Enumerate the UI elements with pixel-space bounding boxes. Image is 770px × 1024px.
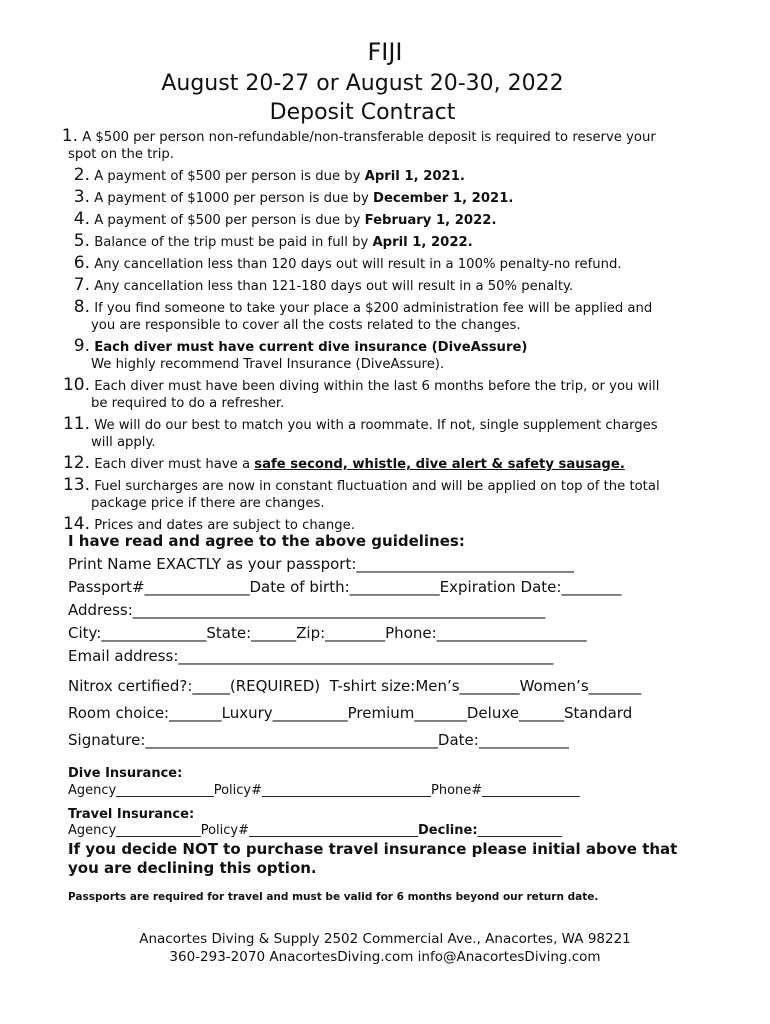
term-date: April 1, 2022. — [372, 235, 473, 250]
term-date: December 1, 2021. — [373, 191, 514, 206]
term-date: April 1, 2021. — [364, 169, 465, 184]
trip-dates: August 20-27 or August 20-30, 2022 — [161, 71, 564, 96]
term-continuation: will apply. — [91, 435, 156, 450]
term-item — [56, 211, 716, 229]
term-number: 13. — [62, 475, 90, 495]
decline-blank: _____________ — [477, 823, 563, 838]
term-number: 2. — [73, 165, 90, 185]
term-item — [56, 255, 716, 273]
term-continuation: package price if there are changes. — [91, 496, 325, 511]
decline-label: Decline: — [418, 823, 478, 838]
email-field[interactable]: Email address:__________________________________________________ — [68, 647, 554, 665]
term-item — [56, 167, 716, 185]
term-number: 10. — [62, 375, 90, 395]
term-item — [56, 277, 716, 295]
term-text: Balance of the trip must be paid in full by — [94, 235, 373, 250]
term-number: 3. — [73, 187, 90, 207]
term-text: A payment of $500 per person is due by — [94, 213, 365, 228]
nitrox-field[interactable]: Nitrox certified?:_____(REQUIRED) T-shirt size:Men’s________Women’s_______ — [68, 677, 642, 695]
room-choice-field[interactable]: Room choice:_______Luxury__________Premium_______Deluxe______Standard — [68, 704, 633, 722]
footer-address: Anacortes Diving & Supply 2502 Commercial Ave., Anacortes, WA 98221 — [139, 931, 631, 947]
passport-field[interactable]: Passport#______________Date of birth:____________Expiration Date:________ — [68, 578, 622, 596]
term-item — [56, 233, 716, 251]
term-text-bold: Each diver must have current dive insurance (DiveAssure) — [94, 340, 528, 355]
travel-insurance-agency-policy: Agency_____________Policy#__________________________ — [68, 823, 419, 838]
footer — [0, 930, 770, 966]
term-number: 14. — [62, 514, 90, 534]
term-number: 5. — [73, 231, 90, 251]
term-text: Each diver must have been diving within the last 6 months before the trip, or you will — [94, 379, 660, 394]
signature-field[interactable]: Signature:_______________________________________Date:____________ — [68, 731, 569, 749]
term-number: 9. — [73, 336, 90, 356]
term-number: 1. — [61, 126, 78, 146]
term-text-underlined: safe second, whistle, dive alert & safety sausage. — [254, 457, 625, 472]
term-number: 11. — [62, 414, 90, 434]
term-text: A payment of $1000 per person is due by — [94, 191, 374, 206]
dive-insurance-line[interactable]: Agency_______________Policy#__________________________Phone#_______________ — [68, 783, 580, 798]
term-text: Fuel surcharges are now in constant fluctuation and will be applied on top of the total — [94, 479, 660, 494]
address-field[interactable]: Address:_______________________________________________________ — [68, 601, 546, 619]
travel-insurance-heading: Travel Insurance: — [68, 807, 195, 822]
term-text: Any cancellation less than 121-180 days out will result in a 50% penalty. — [94, 279, 574, 294]
term-number: 8. — [73, 297, 90, 317]
term-item — [56, 416, 716, 451]
term-text: Prices and dates are subject to change. — [94, 518, 355, 533]
term-continuation: spot on the trip. — [68, 147, 174, 162]
travel-insurance-line[interactable] — [68, 823, 562, 838]
term-text: A $500 per person non-refundable/non-transferable deposit is required to reserve your — [82, 130, 656, 145]
term-text: A payment of $500 per person is due by — [94, 169, 365, 184]
decline-note: If you decide NOT to purchase travel insurance please initial above that you are declining this option. — [68, 840, 678, 877]
term-text: Any cancellation less than 120 days out will result in a 100% penalty-no refund. — [94, 257, 622, 272]
page-title: FIJI — [367, 38, 403, 66]
term-continuation: We highly recommend Travel Insurance (DiveAssure). — [91, 357, 445, 372]
term-number: 12. — [62, 453, 90, 473]
term-number: 6. — [73, 253, 90, 273]
term-item — [56, 477, 716, 512]
term-continuation: be required to do a refresher. — [91, 396, 285, 411]
terms-list — [56, 128, 716, 538]
term-text: We will do our best to match you with a roommate. If not, single supplement charges — [94, 418, 658, 433]
agree-heading: I have read and agree to the above guidelines: — [68, 532, 465, 550]
term-number: 7. — [73, 275, 90, 295]
term-continuation: you are responsible to cover all the costs related to the changes. — [91, 318, 521, 333]
term-number: 4. — [73, 209, 90, 229]
city-field[interactable]: City:______________State:______Zip:________Phone:____________________ — [68, 624, 587, 642]
footer-contact: 360-293-2070 AnacortesDiving.com info@AnacortesDiving.com — [169, 949, 601, 965]
passport-note: Passports are required for travel and must be valid for 6 months beyond our return date. — [68, 891, 599, 903]
term-date: February 1, 2022. — [364, 213, 497, 228]
term-text: Each diver must have a — [94, 457, 255, 472]
term-item — [56, 455, 716, 473]
term-item — [56, 377, 716, 412]
term-item — [56, 338, 716, 373]
dive-insurance-heading: Dive Insurance: — [68, 766, 183, 781]
contract-title: Deposit Contract — [269, 100, 456, 125]
term-item — [56, 128, 716, 163]
term-text: If you find someone to take your place a $200 administration fee will be applied and — [94, 301, 653, 316]
term-item — [56, 189, 716, 207]
print-name-field[interactable]: Print Name EXACTLY as your passport:_____________________________ — [68, 555, 574, 573]
term-item — [56, 299, 716, 334]
